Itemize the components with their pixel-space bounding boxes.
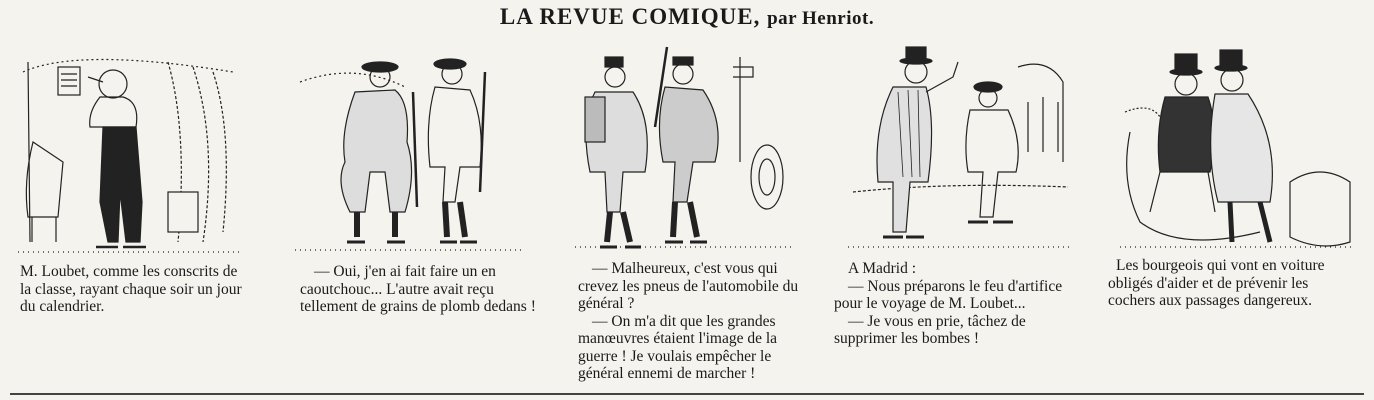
caption-3 (578, 260, 814, 383)
caption-1 (20, 263, 245, 316)
cartoon-panel-3 (575, 42, 795, 252)
caption-2 (300, 263, 550, 316)
bottom-rule (10, 393, 1364, 395)
caption-3-line-1: — Malheureux, c'est vous qui crevez les pneus de l'automobile du général ? (578, 260, 799, 312)
cartoon-illustration-2 (295, 42, 525, 257)
caption-5-text: Les bourgeois qui vont en voiture obligés d'aider et de prévenir les cochers aux passages dangereux. (1108, 257, 1325, 309)
caption-1-text: M. Loubet, comme les conscrits de la classe, rayant chaque soir un jour du calendrier. (20, 263, 242, 315)
page-title (0, 4, 1374, 30)
cartoon-illustration-4 (848, 42, 1073, 252)
caption-4-line-1: A Madrid : (848, 260, 917, 277)
cartoon-panel-4 (848, 42, 1073, 252)
caption-2-text: — Oui, j'en ai fait faire un en caoutchouc... L'autre avait reçu tellement de grains de plomb dedans ! (300, 263, 536, 315)
caption-3-line-2: — On m'a dit que les grandes manœuvres étaient l'image de la guerre ! Je voulais empêcher le général ennemi de marcher ! (578, 312, 778, 382)
caption-4-line-2: — Nous préparons le feu d'artifice pour le voyage de M. Loubet... (834, 277, 1063, 312)
byline: par Henriot. (767, 8, 875, 29)
caption-5 (1108, 257, 1348, 310)
cartoon-illustration-3 (575, 42, 795, 252)
caption-4-line-3: — Je vous en prie, tâchez de supprimer les bombes ! (834, 312, 1026, 347)
cartoon-illustration-5 (1120, 42, 1355, 252)
cartoon-panel-1 (18, 42, 243, 257)
cartoon-panel-2 (295, 42, 525, 257)
cartoon-illustration-1 (18, 42, 243, 257)
title-text: LA REVUE COMIQUE, (499, 4, 761, 29)
cartoon-panel-5 (1120, 42, 1355, 252)
caption-4 (834, 260, 1080, 348)
